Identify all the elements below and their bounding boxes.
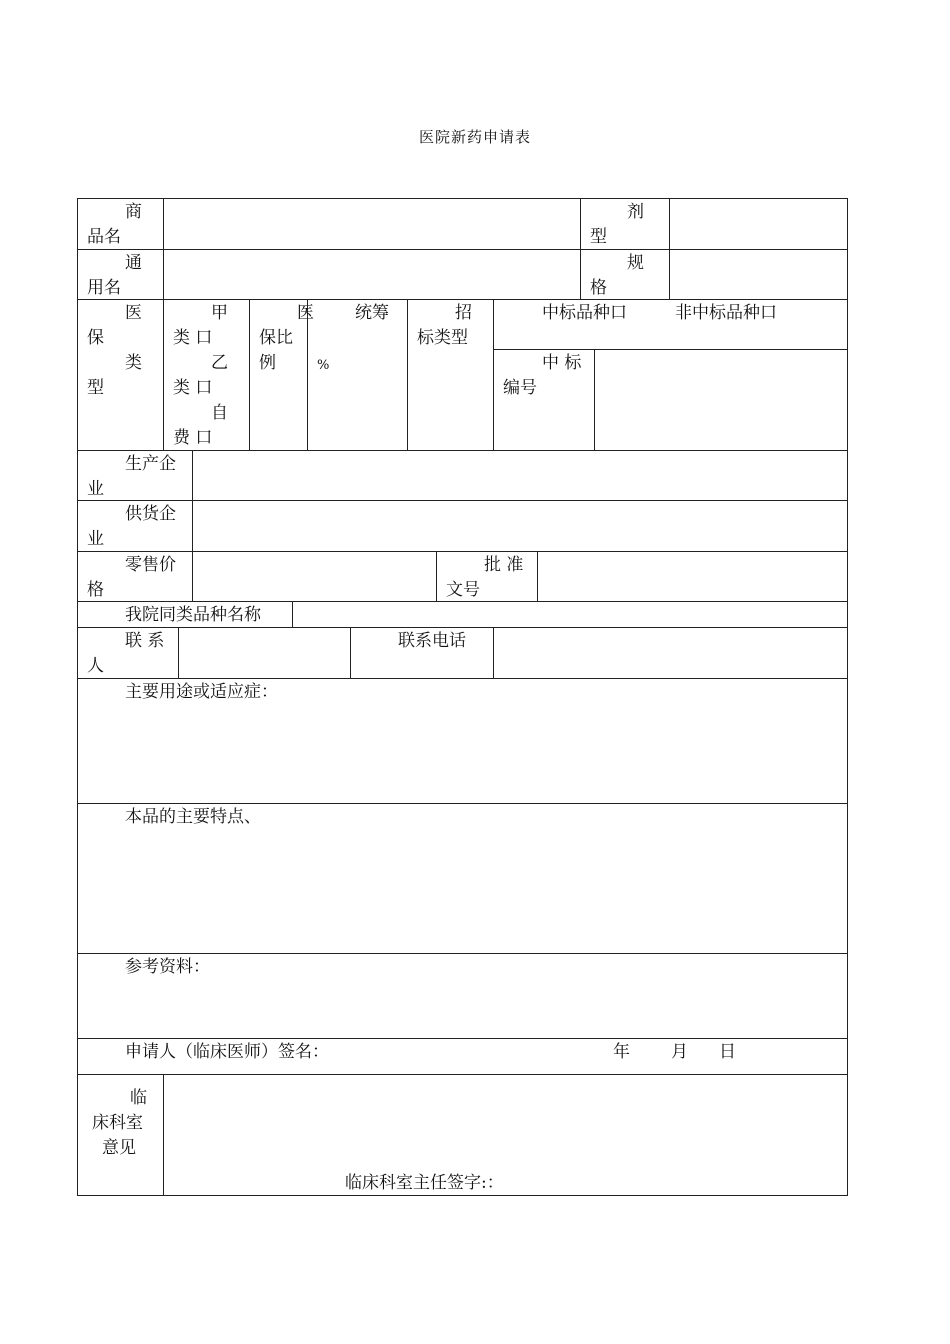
references-label: 参考资料：	[125, 957, 210, 977]
row-divider	[77, 299, 848, 300]
percent-sign: %	[317, 358, 330, 373]
pooling-label: 统筹	[355, 303, 389, 323]
bid-type-label-1: 招	[455, 303, 472, 323]
row-divider	[77, 803, 848, 804]
dosage-form-label: 剂	[627, 202, 644, 222]
col-divider	[594, 349, 595, 451]
generic-name-label: 通	[125, 253, 142, 273]
insurance-type-label-3: 类	[125, 353, 142, 373]
class-b-option: 乙	[211, 353, 228, 373]
col-divider	[192, 450, 193, 552]
spec-label-2: 格	[590, 278, 607, 298]
retail-price-label-1: 零售价	[125, 555, 176, 575]
bid-number-label-2: 编号	[503, 378, 537, 398]
insurance-type-label-4: 型	[87, 378, 104, 398]
contact-label-2: 人	[87, 656, 104, 676]
manufacturer-label-1: 生产企	[125, 454, 176, 474]
spec-label: 规	[627, 253, 644, 273]
ratio-label-1: 医	[297, 303, 314, 323]
contact-label-1: 联 系	[125, 631, 165, 651]
col-divider	[249, 299, 250, 451]
col-divider	[292, 601, 293, 628]
trade-name-label: 商	[125, 202, 142, 222]
col-divider	[192, 551, 193, 602]
col-divider	[669, 198, 670, 300]
dept-opinion-label-2: 床科室	[92, 1113, 143, 1133]
row-divider	[77, 678, 848, 679]
trade-name-label-2: 品名	[87, 227, 121, 247]
director-sign-label: 临床科室主任签字:：	[345, 1173, 504, 1193]
row-divider	[77, 953, 848, 954]
table-right-border	[847, 198, 848, 1196]
insurance-type-label-1: 医	[125, 303, 142, 323]
col-divider	[537, 551, 538, 602]
class-a-option: 甲	[211, 303, 228, 323]
table-left-border	[77, 198, 78, 1196]
usage-label: 主要用途或适应症：	[125, 682, 278, 702]
date-year-label: 年	[613, 1042, 630, 1062]
col-divider	[178, 627, 179, 679]
manufacturer-label-2: 业	[87, 479, 104, 499]
phone-label: 联系电话	[398, 631, 466, 651]
col-divider	[163, 299, 164, 451]
same-class-label: 我院同类品种名称	[125, 605, 261, 625]
row-divider	[493, 349, 848, 350]
col-divider	[350, 627, 351, 679]
non-winning-bid-checkbox[interactable]: 非中标品种口	[675, 303, 777, 323]
col-divider	[163, 198, 164, 300]
col-divider	[580, 198, 581, 300]
row-divider	[77, 1038, 848, 1039]
date-day-label: 日	[719, 1042, 736, 1062]
features-label: 本品的主要特点、	[125, 807, 261, 827]
winning-bid-checkbox[interactable]: 中标品种口	[542, 303, 627, 323]
self-pay-checkbox[interactable]: 费 口	[173, 428, 213, 448]
bid-type-label-2: 标类型	[417, 328, 468, 348]
applicant-sign-label: 申请人（临床医师）签名：	[125, 1042, 329, 1062]
col-divider	[407, 299, 408, 451]
ratio-label-3: 例	[259, 353, 276, 373]
row-divider	[77, 1074, 848, 1075]
dept-opinion-label-3: 意见	[102, 1138, 136, 1158]
approval-no-label-2: 文号	[446, 580, 480, 600]
generic-name-label-2: 用名	[87, 278, 121, 298]
supplier-label-1: 供货企	[125, 504, 176, 524]
bid-number-label-1: 中 标	[542, 353, 582, 373]
dosage-form-label-2: 型	[590, 227, 607, 247]
self-pay-option: 自	[211, 403, 228, 423]
row-divider	[77, 249, 848, 250]
insurance-type-label-2: 保	[87, 328, 104, 348]
col-divider	[163, 1074, 164, 1196]
class-a-checkbox[interactable]: 类 口	[173, 328, 213, 348]
col-divider	[493, 627, 494, 679]
approval-no-label-1: 批 准	[484, 555, 524, 575]
retail-price-label-2: 格	[87, 580, 104, 600]
col-divider	[436, 551, 437, 602]
table-top-border	[77, 198, 848, 199]
ratio-label-2: 保比	[259, 328, 293, 348]
class-b-checkbox[interactable]: 类 口	[173, 378, 213, 398]
date-month-label: 月	[671, 1042, 688, 1062]
form-title: 医院新药申请表	[418, 128, 531, 146]
col-divider	[493, 299, 494, 451]
supplier-label-2: 业	[87, 529, 104, 549]
dept-opinion-label-1: 临	[130, 1088, 147, 1108]
